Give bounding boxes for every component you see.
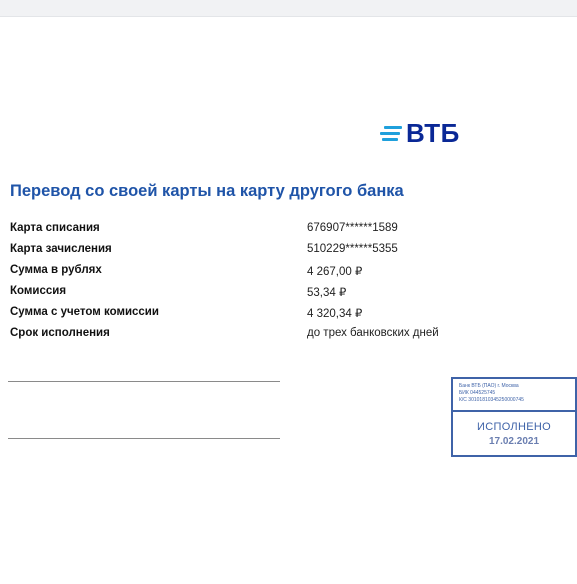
vtb-logo-icon <box>380 125 402 141</box>
bank-stamp <box>451 377 577 457</box>
detail-row-amount <box>10 264 490 285</box>
stamp-status: ИСПОЛНЕНО <box>477 421 551 433</box>
detail-value: 4 267,00 ₽ <box>307 266 363 278</box>
top-band <box>0 0 577 17</box>
detail-row-term <box>10 327 490 348</box>
detail-row-debit-card <box>10 222 490 243</box>
detail-label: Карта списания <box>10 222 100 234</box>
vtb-logo-text: ВТБ <box>406 117 460 148</box>
detail-value: 4 320,34 ₽ <box>307 308 363 320</box>
signature-line <box>8 438 280 439</box>
detail-label: Сумма в рублях <box>10 264 102 276</box>
vtb-logo <box>380 118 460 148</box>
detail-row-fee <box>10 285 490 306</box>
detail-value: до трех банковских дней <box>307 327 439 339</box>
detail-label: Сумма с учетом комиссии <box>10 306 159 318</box>
signature-line <box>8 381 280 382</box>
detail-label: Срок исполнения <box>10 327 110 339</box>
detail-label: Комиссия <box>10 285 67 297</box>
stamp-bik: БИК 044525745 <box>459 390 496 396</box>
stamp-header <box>453 379 575 412</box>
detail-label: Карта зачисления <box>10 243 112 255</box>
page-title: Перевод со своей карты на карту другого банка <box>10 182 404 200</box>
detail-row-credit-card <box>10 243 490 264</box>
stamp-ks: К/С 30101810345250000745 <box>459 397 524 403</box>
stamp-bank-name: Банк ВТБ (ПАО) г. Москва <box>459 383 519 389</box>
detail-value: 53,34 ₽ <box>307 287 347 299</box>
detail-value: 676907******1589 <box>307 222 398 234</box>
detail-row-total <box>10 306 490 327</box>
stamp-date: 17.02.2021 <box>488 436 540 447</box>
transfer-details <box>10 222 490 348</box>
detail-value: 510229******5355 <box>307 243 398 255</box>
